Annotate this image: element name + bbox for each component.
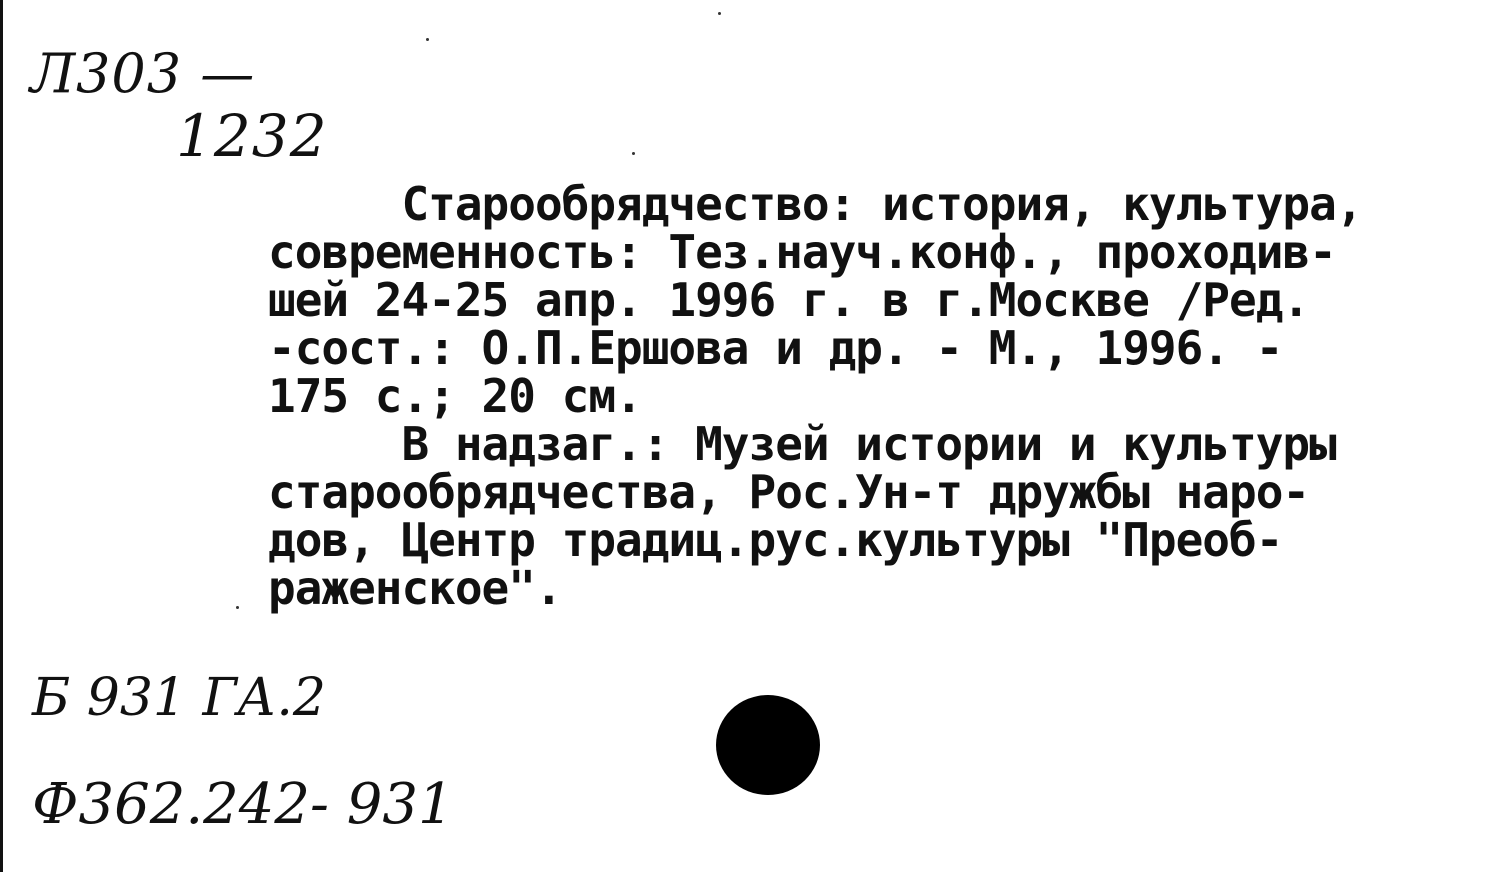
speck	[718, 12, 721, 15]
note-line: раженское".	[268, 561, 562, 615]
shelf-mark-bottom: 1232	[176, 102, 328, 170]
description-line: Старообрядчество: история, культура,	[268, 177, 1363, 231]
bibliographic-description	[268, 177, 1488, 615]
note-line: дов, Центр традиц.рус.культуры "Преоб-	[268, 513, 1283, 567]
speck	[632, 152, 635, 155]
note-line: старообрядчества, Рос.Ун-т дружбы наро-	[268, 465, 1310, 519]
description-line: шей 24-25 апр. 1996 г. в г.Москве /Ред.	[268, 273, 1310, 327]
description-line: -сост.: О.П.Ершова и др. - М., 1996. -	[268, 321, 1283, 375]
library-code: Б 931 ГА.2	[32, 668, 326, 728]
shelf-mark-top: Л303 —	[30, 42, 256, 105]
description-line: 175 с.; 20 см.	[268, 369, 642, 423]
speck	[426, 38, 429, 41]
description-line: современность: Тез.науч.конф., проходив-	[268, 225, 1336, 279]
note-line: В надзаг.: Музей истории и культуры	[268, 417, 1336, 471]
speck	[236, 606, 239, 609]
punch-hole	[716, 695, 820, 795]
card-left-edge	[0, 0, 3, 872]
classification-code: Ф362.242- 931	[32, 772, 454, 837]
